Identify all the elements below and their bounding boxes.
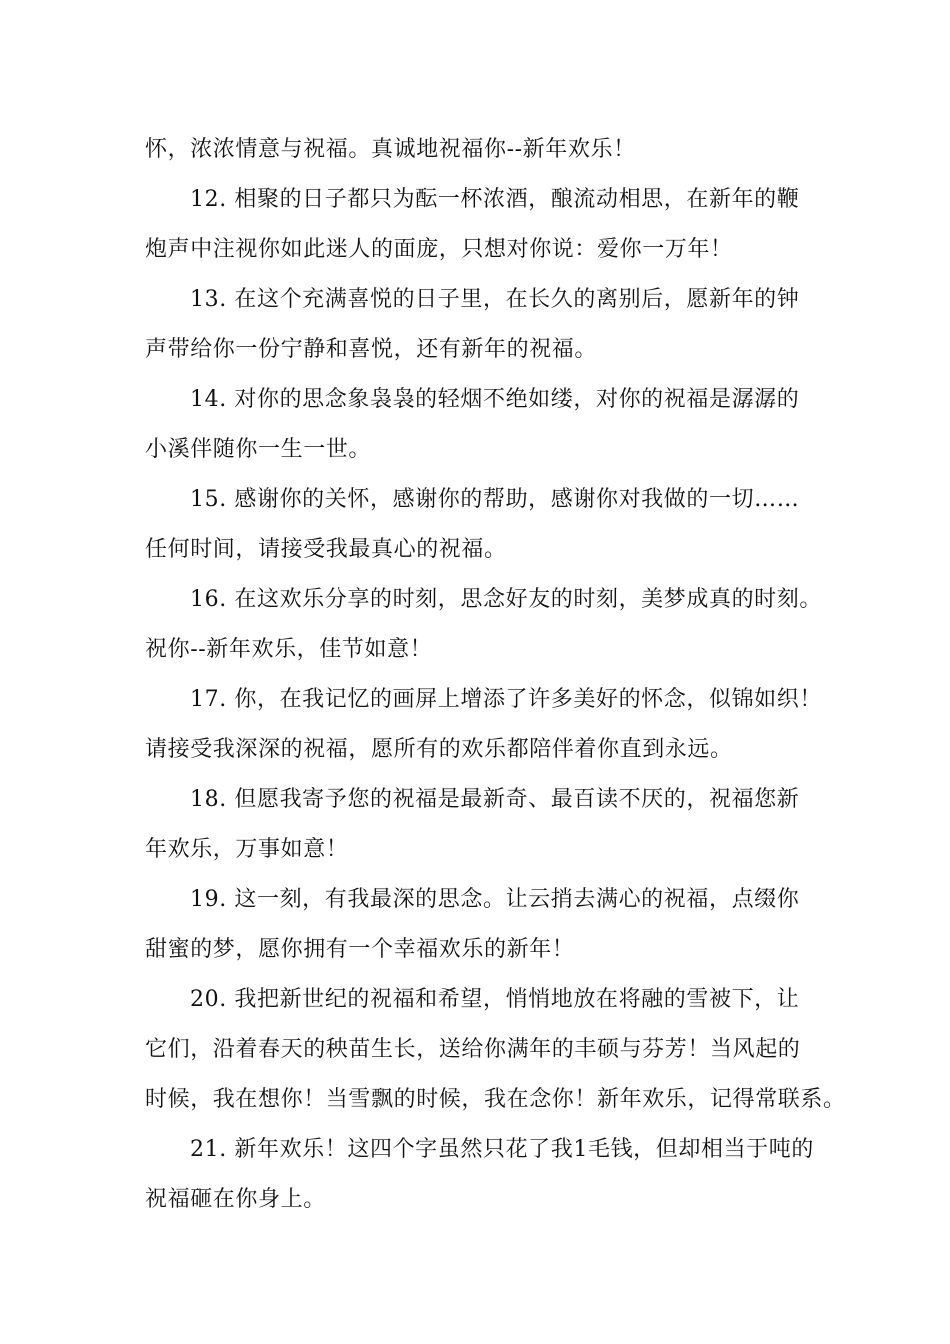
item-15-line-2: 任何时间，请接受我最真心的祝福。	[145, 537, 507, 562]
item-21-line-2: 祝福砸在你身上。	[145, 1187, 326, 1212]
item-12-line-1: 12. 相聚的日子都只为酝一杯浓酒，酿流动相思，在新年的鞭	[190, 187, 800, 212]
item-16-line-2: 祝你--新年欢乐，佳节如意！	[145, 637, 433, 662]
item-20-line-3: 时候，我在想你！当雪飘的时候，我在念你！新年欢乐，记得常联系。	[145, 1087, 846, 1112]
item-14-line-1: 14. 对你的思念象袅袅的轻烟不绝如缕，对你的祝福是潺潺的	[190, 387, 800, 412]
item-15-line-1: 15. 感谢你的关怀，感谢你的帮助，感谢你对我做的一切……	[190, 487, 800, 512]
item-13-line-2: 声带给你一份宁静和喜悦，还有新年的祝福。	[145, 337, 598, 362]
item-20-line-1: 20. 我把新世纪的祝福和希望，悄悄地放在将融的雪被下，让	[190, 987, 800, 1012]
item-21-line-1: 21. 新年欢乐！这四个字虽然只花了我1毛钱，但却相当于吨的	[190, 1137, 814, 1162]
item-13-line-1: 13. 在这个充满喜悦的日子里，在长久的离别后，愿新年的钟	[190, 287, 800, 312]
item-19-line-2: 甜蜜的梦，愿你拥有一个幸福欢乐的新年！	[145, 937, 575, 962]
text-line: 怀，浓浓情意与祝福。真诚地祝福你--新年欢乐！	[145, 137, 636, 162]
item-17-line-2: 请接受我深深的祝福，愿所有的欢乐都陪伴着你直到永远。	[145, 737, 733, 762]
item-17-line-1: 17. 你，在我记忆的画屏上增添了许多美好的怀念，似锦如织！	[190, 687, 822, 712]
item-14-line-2: 小溪伴随你一生一世。	[145, 437, 372, 462]
item-12-line-2: 炮声中注视你如此迷人的面庞，只想对你说：爱你一万年！	[145, 237, 733, 262]
item-19-line-1: 19. 这一刻，有我最深的思念。让云捎去满心的祝福，点缀你	[190, 887, 800, 912]
item-18-line-2: 年欢乐，万事如意！	[145, 837, 349, 862]
item-20-line-2: 它们，沿着春天的秧苗生长，送给你满年的丰硕与芬芳！当风起的	[145, 1037, 801, 1062]
item-16-line-1: 16. 在这欢乐分享的时刻，思念好友的时刻，美梦成真的时刻。	[190, 587, 822, 612]
item-18-line-1: 18. 但愿我寄予您的祝福是最新奇、最百读不厌的，祝福您新	[190, 787, 800, 812]
